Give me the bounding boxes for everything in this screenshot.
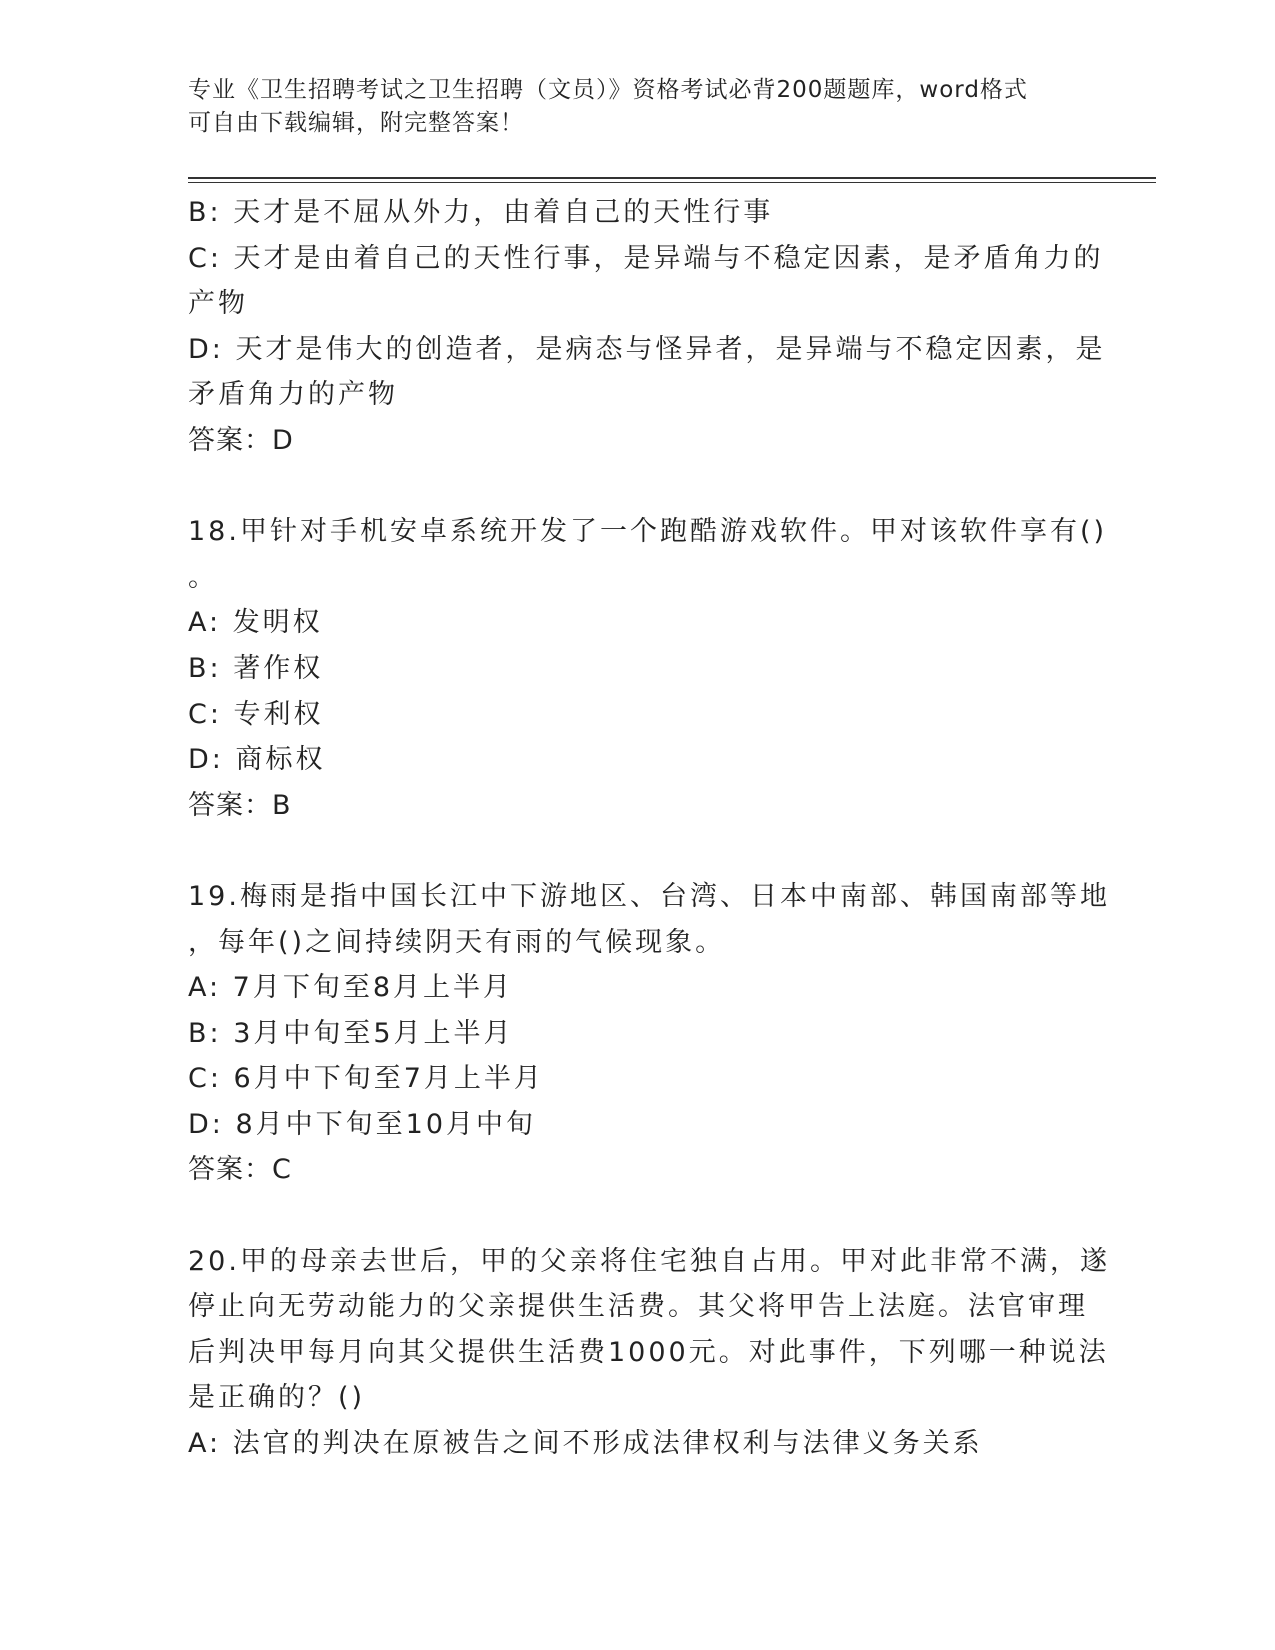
header-line-1: 专业《卫生招聘考试之卫生招聘（文员）》资格考试必背200题题库，word格式 bbox=[188, 77, 1028, 103]
header-line-2: 可自由下载编辑，附完整答案！ bbox=[188, 110, 524, 136]
document-body bbox=[188, 190, 1110, 1467]
answer: 答案：B bbox=[188, 789, 292, 821]
spacer bbox=[188, 1193, 1078, 1239]
option-a: A: 法官的判决在原被告之间不形成法律权利与法律义务关系 bbox=[188, 1428, 983, 1460]
option-d-line-2: 矛盾角力的产物 bbox=[188, 379, 398, 411]
question-20 bbox=[188, 1239, 1110, 1467]
spacer bbox=[188, 464, 1078, 510]
option-b: B: 著作权 bbox=[188, 652, 324, 684]
option-a: A: 发明权 bbox=[188, 607, 323, 639]
option-b: B: 天才是不屈从外力，由着自己的天性行事 bbox=[188, 197, 774, 228]
question-18 bbox=[188, 509, 1108, 828]
question-stem-line-2: ，每年()之间持续阴天有雨的气候现象。 bbox=[188, 926, 726, 958]
question-stem-line-2: 。 bbox=[188, 561, 218, 593]
option-d: D: 商标权 bbox=[188, 744, 326, 776]
spacer bbox=[188, 828, 1078, 874]
question-stem-line-1: 18.甲针对手机安卓系统开发了一个跑酷游戏软件。甲对该软件享有() bbox=[188, 516, 1108, 548]
header-divider-thick bbox=[188, 177, 1156, 179]
question-stem-line-4: 是正确的？() bbox=[188, 1382, 366, 1414]
option-c-line-1: C: 天才是由着自己的天性行事，是异端与不稳定因素，是矛盾角力的 bbox=[188, 242, 1104, 274]
question-stem-line-1: 20.甲的母亲去世后，甲的父亲将住宅独自占用。甲对此非常不满，遂 bbox=[188, 1245, 1110, 1277]
answer: 答案：C bbox=[188, 1154, 292, 1186]
option-c-line-2: 产物 bbox=[188, 288, 248, 320]
question-19 bbox=[188, 874, 1110, 1193]
option-a: A: 7月下旬至8月上半月 bbox=[188, 972, 514, 1004]
question-stem-line-2: 停止向无劳动能力的父亲提供生活费。其父将甲告上法庭。法官审理 bbox=[188, 1291, 1088, 1323]
option-c: C: 专利权 bbox=[188, 698, 324, 730]
header-divider-thin bbox=[188, 182, 1156, 183]
question-stem-line-3: 后判决甲每月向其父提供生活费1000元。对此事件，下列哪一种说法 bbox=[188, 1336, 1109, 1368]
question-17-tail bbox=[188, 190, 1106, 464]
option-b: B: 3月中旬至5月上半月 bbox=[188, 1017, 514, 1049]
option-c: C: 6月中下旬至7月上半月 bbox=[188, 1063, 544, 1095]
question-stem-line-1: 19.梅雨是指中国长江中下游地区、台湾、日本中南部、韩国南部等地 bbox=[188, 880, 1110, 912]
option-d: D: 8月中下旬至10月中旬 bbox=[188, 1108, 537, 1140]
answer: 答案：D bbox=[188, 424, 294, 456]
option-d-line-1: D: 天才是伟大的创造者，是病态与怪异者，是异端与不稳定因素，是 bbox=[188, 333, 1106, 365]
document-header bbox=[188, 74, 1068, 140]
